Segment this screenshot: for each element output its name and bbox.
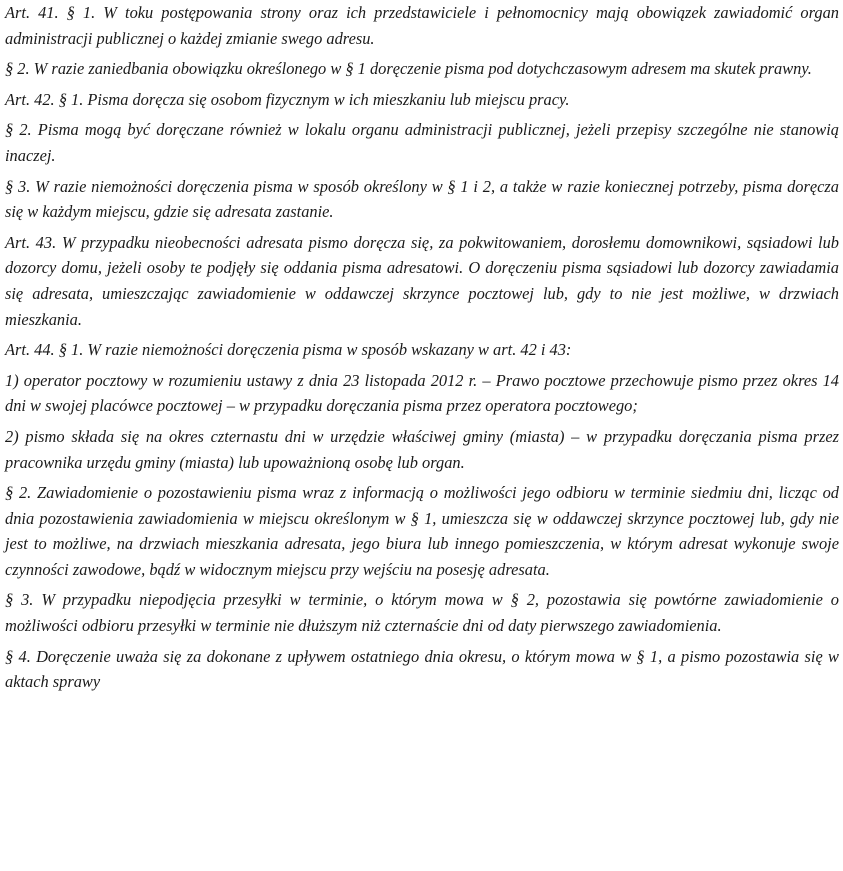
art44-par3: § 3. W przypadku niepodjęcia przesyłki w terminie, o którym mowa w § 2, pozostawia się powtórne zawiadomienie o możliwości odbioru przesyłki w terminie nie dłuższym niż czternaście dni od daty pierwszego zawiadomienia.: [5, 590, 839, 636]
art44-par1-point2: 2) pismo składa się na okres czternastu dni w urzędzie właściwej gminy (miasta) – w przypadku doręczania pisma przez pracownika urzędu gminy (miasta) lub upoważnioną osobę lub organ.: [5, 426, 839, 472]
art44-par2: § 2. Zawiadomienie o pozostawieniu pisma wraz z informacją o możliwości jego odbioru w terminie siedmiu dni, licząc od dnia pozostawienia zawiadomienia w miejscu określonym w § 1, umieszcza się w oddawczej skrzynce pocztowej lub, gdy nie jest to możliwe, na drzwiach mieszkania adresata, jego biura lub innego pomieszczenia, w którym adresat wykonuje swoje czynności zawodowe, bądź w widocznym miejscu przy wejściu na posesję adresata.: [5, 483, 839, 579]
art43: Art. 43. W przypadku nieobecności adresata pismo doręcza się, za pokwitowaniem, dorosłemu domownikowi, sąsiadowi lub dozorcy domu, jeżeli osoby te podjęły się oddania pisma adresatowi. O doręczeniu pisma sąsiadowi lub dozorcy zawiadamia się adresata, umieszczając zawiadomienie w oddawczej skrzynce pocztowej lub, gdy to nie jest możliwe, w drzwiach mieszkania.: [5, 232, 839, 329]
art44-par1: Art. 44. § 1. W razie niemożności doręczenia pisma w sposób wskazany w art. 42 i 43:: [5, 340, 572, 360]
art41-par2: § 2. W razie zaniedbania obowiązku określonego w § 1 doręczenie pisma pod dotychczasowym adresem ma skutek prawny.: [5, 59, 812, 79]
art42-par2: § 2. Pisma mogą być doręczane również w lokalu organu administracji publicznej, jeżeli przepisy szczególne nie stanowią inaczej.: [5, 120, 839, 165]
art44-par4: § 4. Doręczenie uważa się za dokonane z upływem ostatniego dnia okresu, o którym mowa w § 1, a pismo pozostawia się w aktach sprawy: [5, 646, 839, 692]
art41-par1: Art. 41. § 1. W toku postępowania strony oraz ich przedstawiciele i pełnomocnicy mają obowiązek zawiadomić organ administracji publicznej o każdej zmianie swego adresu.: [5, 3, 839, 48]
art42-par1: Art. 42. § 1. Pisma doręcza się osobom fizycznym w ich mieszkaniu lub miejscu pracy.: [5, 89, 570, 109]
art42-par3: § 3. W razie niemożności doręczenia pisma w sposób określony w § 1 i 2, a także w razie koniecznej potrzeby, pisma doręcza się w każdym miejscu, gdzie się adresata zastanie.: [5, 176, 839, 222]
art44-par1-point1: 1) operator pocztowy w rozumieniu ustawy z dnia 23 listopada 2012 r. – Prawo pocztowe przechowuje pismo przez okres 14 dni w swojej placówce pocztowej – w przypadku doręczania pisma przez operatora pocztowego;: [5, 370, 839, 416]
